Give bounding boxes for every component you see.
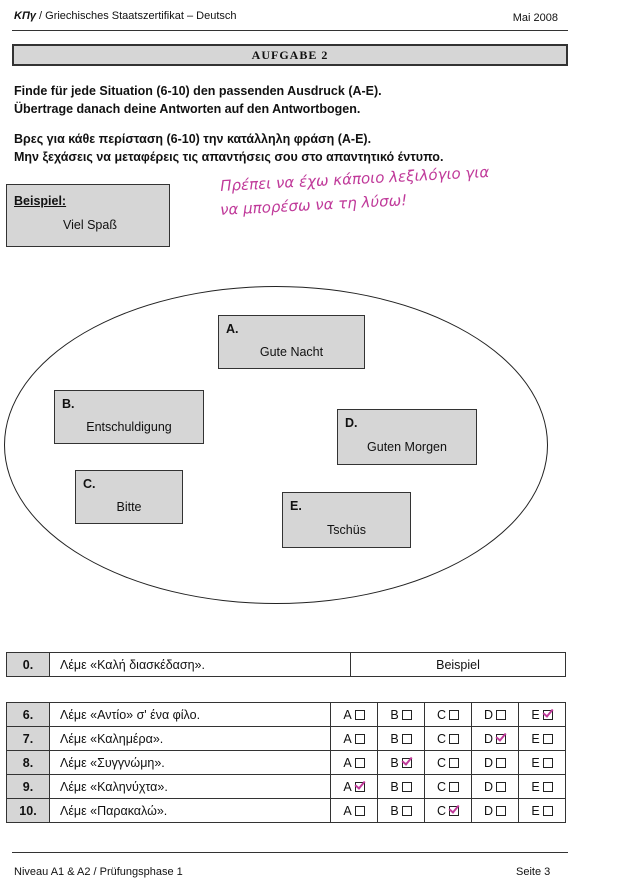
option-d-text: Guten Morgen: [367, 440, 447, 454]
option-letter: A: [343, 731, 352, 746]
footer-page: Seite 3: [516, 866, 551, 878]
checkbox-icon[interactable]: [355, 758, 365, 768]
answer-option-d: [472, 727, 519, 751]
brand: ΚΠγ: [14, 10, 36, 22]
checkbox-icon[interactable]: [402, 710, 412, 720]
option-letter: B: [390, 803, 399, 818]
checkbox-icon[interactable]: [496, 710, 506, 720]
instruction-de-2: Übertrage danach deine Antworten auf den Antwortbogen.: [14, 102, 361, 116]
answer-row: [7, 751, 566, 775]
answer-option-a: [331, 727, 378, 751]
checkbox-icon[interactable]: [496, 758, 506, 768]
answer-option-c: [425, 727, 472, 751]
option-d-box: [337, 409, 477, 465]
option-letter: B: [390, 755, 399, 770]
option-letter: E: [531, 755, 540, 770]
task-title: AUFGABE 2: [12, 44, 568, 66]
answer-option-d: [472, 775, 519, 799]
answer-option-b: [378, 799, 425, 823]
option-d-letter: D.: [345, 416, 358, 430]
option-letter: C: [436, 755, 447, 770]
row-text: Λέμε «Καλημέρα».: [50, 727, 331, 751]
option-a-box: [218, 315, 365, 369]
option-letter: E: [531, 779, 540, 794]
row-text: Λέμε «Καληνύχτα».: [50, 775, 331, 799]
option-letter: B: [390, 731, 399, 746]
answer-option-b: [378, 727, 425, 751]
row-number: 10.: [7, 799, 50, 823]
checkbox-icon[interactable]: [543, 782, 553, 792]
option-a-text: Gute Nacht: [259, 345, 324, 359]
option-letter: E: [531, 803, 540, 818]
answer-row: [7, 703, 566, 727]
example-row-table: [6, 652, 566, 677]
checkbox-icon[interactable]: [496, 782, 506, 792]
option-letter: D: [483, 779, 494, 794]
answer-option-a: [331, 703, 378, 727]
option-letter: D: [483, 731, 494, 746]
header-date: Mai 2008: [512, 12, 558, 24]
example-row-number: 0.: [7, 653, 50, 677]
option-letter: C: [436, 731, 447, 746]
answer-row: [7, 799, 566, 823]
option-letter: C: [436, 803, 447, 818]
answer-option-b: [378, 703, 425, 727]
checkbox-icon[interactable]: [543, 806, 553, 816]
checkbox-icon[interactable]: [496, 806, 506, 816]
instruction-de-1: Finde für jede Situation (6-10) den passenden Ausdruck (A-E).: [14, 84, 382, 98]
example-box: [6, 184, 170, 247]
option-letter: E: [531, 731, 540, 746]
checkbox-icon[interactable]: [449, 710, 459, 720]
row-number: 6.: [7, 703, 50, 727]
answer-option-e: [519, 751, 566, 775]
row-number: 7.: [7, 727, 50, 751]
answer-option-c: [425, 775, 472, 799]
header-divider: [12, 30, 568, 31]
checkbox-icon[interactable]: [402, 758, 412, 768]
answer-option-e: [519, 727, 566, 751]
answer-option-d: [472, 799, 519, 823]
handwritten-note-line-1: Πρέπει να έχω κάποιο λεξιλόγιο για: [219, 162, 490, 196]
option-letter: A: [343, 803, 352, 818]
header-text: / Griechisches Staatszertifikat – Deutsch: [39, 10, 237, 22]
answer-option-d: [472, 751, 519, 775]
checkbox-icon[interactable]: [355, 806, 365, 816]
example-value: Viel Spaß: [63, 218, 117, 232]
answer-option-e: [519, 775, 566, 799]
row-text: Λέμε «Συγγνώμη».: [50, 751, 331, 775]
checkbox-icon[interactable]: [449, 806, 459, 816]
option-letter: B: [390, 707, 399, 722]
option-a-letter: A.: [226, 322, 239, 336]
option-letter: D: [483, 803, 494, 818]
answer-option-e: [519, 703, 566, 727]
row-number: 8.: [7, 751, 50, 775]
answer-option-a: [331, 775, 378, 799]
checkbox-icon[interactable]: [355, 710, 365, 720]
handwritten-note-line-2: να μπορέσω να τη λύσω!: [219, 191, 408, 219]
option-letter: D: [483, 755, 494, 770]
option-c-letter: C.: [83, 477, 96, 491]
row-text: Λέμε «Αντίο» σ' ένα φίλο.: [50, 703, 331, 727]
option-letter: A: [343, 755, 352, 770]
answer-option-d: [472, 703, 519, 727]
checkbox-icon[interactable]: [402, 806, 412, 816]
instruction-el-2: Μην ξεχάσεις να μεταφέρεις τις απαντήσεις σου στο απαντητικό έντυπο.: [14, 150, 444, 164]
answer-option-b: [378, 775, 425, 799]
checkbox-icon[interactable]: [449, 758, 459, 768]
footer-divider: [12, 852, 568, 853]
row-text: Λέμε «Παρακαλώ».: [50, 799, 331, 823]
answer-option-a: [331, 799, 378, 823]
checkbox-icon[interactable]: [355, 734, 365, 744]
row-number: 9.: [7, 775, 50, 799]
option-b-letter: B.: [62, 397, 75, 411]
answer-row: [7, 775, 566, 799]
answer-option-e: [519, 799, 566, 823]
checkbox-icon[interactable]: [355, 782, 365, 792]
option-e-letter: E.: [290, 499, 302, 513]
option-letter: C: [436, 779, 447, 794]
answer-option-c: [425, 751, 472, 775]
instruction-el-1: Βρες για κάθε περίσταση (6-10) την κατάλληλη φράση (A-E).: [14, 132, 372, 146]
checkbox-icon[interactable]: [402, 734, 412, 744]
answer-option-c: [425, 799, 472, 823]
answer-option-a: [331, 751, 378, 775]
option-c-text: Bitte: [116, 500, 142, 514]
example-row-text: Λέμε «Καλή διασκέδαση».: [50, 653, 351, 677]
option-letter: C: [436, 707, 447, 722]
checkbox-icon[interactable]: [543, 734, 553, 744]
checkbox-icon[interactable]: [543, 758, 553, 768]
checkbox-icon[interactable]: [449, 734, 459, 744]
option-b-box: [54, 390, 204, 444]
option-letter: D: [483, 707, 494, 722]
header-title: [14, 10, 237, 22]
answer-table: [6, 702, 566, 823]
answer-option-c: [425, 703, 472, 727]
checkbox-icon[interactable]: [543, 710, 553, 720]
checkbox-icon[interactable]: [402, 782, 412, 792]
example-row: [7, 653, 566, 677]
answer-row: [7, 727, 566, 751]
option-letter: A: [343, 707, 352, 722]
checkbox-icon[interactable]: [496, 734, 506, 744]
example-label: Beispiel:: [14, 194, 67, 208]
answer-option-b: [378, 751, 425, 775]
option-c-box: [75, 470, 183, 524]
footer-level: Niveau A1 & A2 / Prüfungsphase 1: [14, 866, 183, 878]
checkbox-icon[interactable]: [449, 782, 459, 792]
example-row-answer: Beispiel: [351, 653, 566, 677]
option-letter: E: [531, 707, 540, 722]
option-e-text: Tschüs: [327, 523, 366, 537]
option-letter: A: [343, 779, 352, 794]
option-e-box: [282, 492, 411, 548]
option-b-text: Entschuldigung: [86, 420, 172, 434]
option-letter: B: [390, 779, 399, 794]
